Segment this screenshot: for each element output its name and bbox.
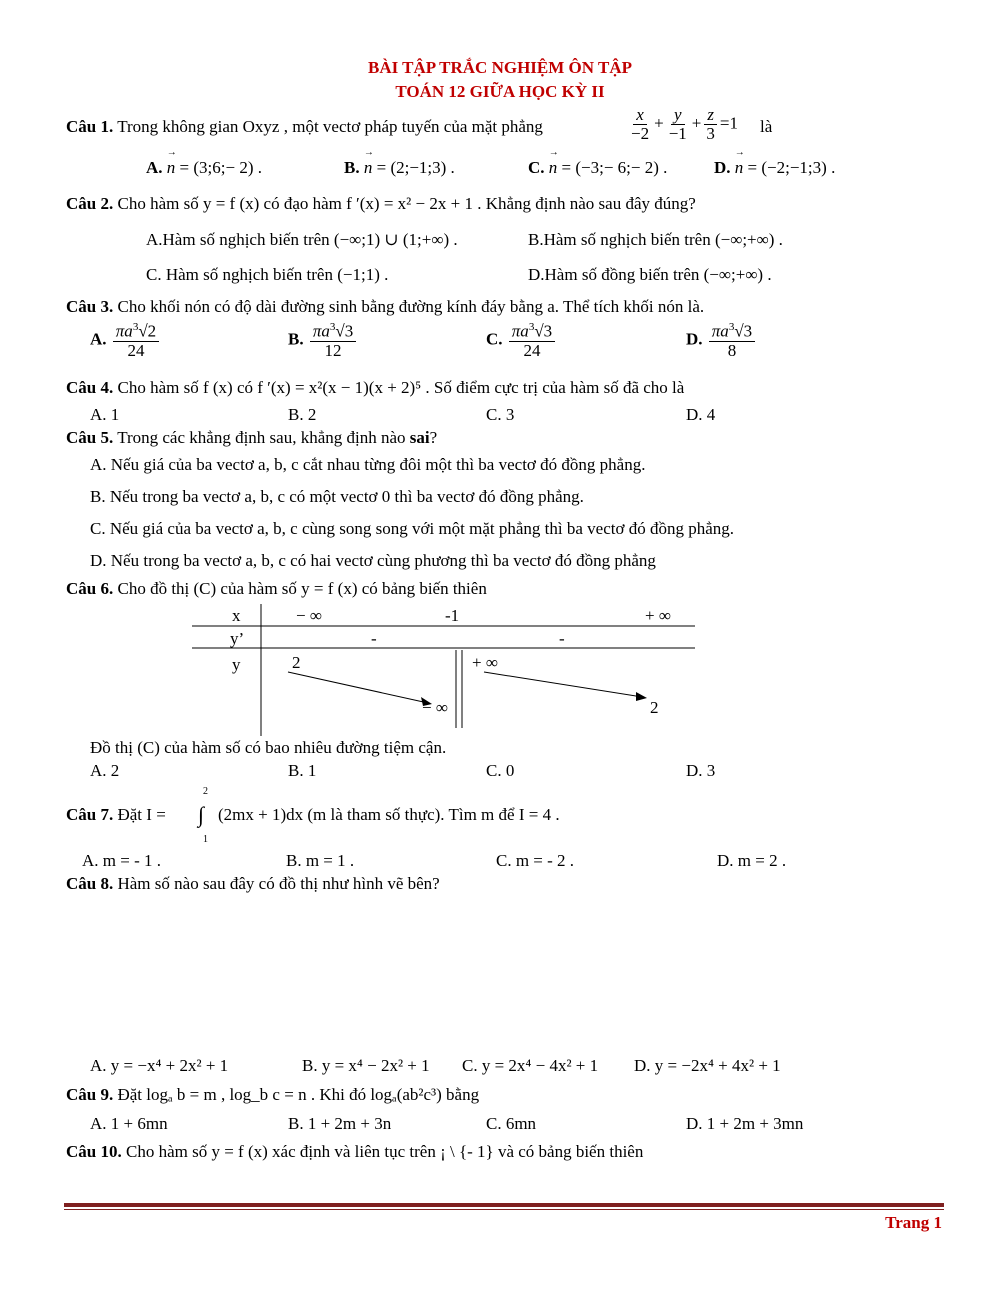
q2-option-b: B.Hàm số nghịch biến trên (−∞;+∞) . xyxy=(528,230,783,249)
q6-question: Đồ thị (C) của hàm số có bao nhiêu đường tiệm cận. xyxy=(90,738,447,757)
q3-option-b: B. $\frac{\pi a^3√3}{12}$ xyxy=(288,322,358,359)
table-y-label: y xyxy=(232,655,241,674)
q1-option-a: A. → n = (3;6;− 2) . xyxy=(146,158,262,178)
q4-option-c: C. 3 xyxy=(486,405,515,424)
table-sign-1: - xyxy=(371,629,377,648)
table-yprime-label: y’ xyxy=(230,629,245,648)
q1-stem: Câu 1. Trong không gian Oxyz , một vectơ pháp tuyến của mặt phẳng xyxy=(66,117,543,136)
q1-plane-equation: $\frac{x}{-2}$ + $\frac{y}{-1}$ + $\frac{z}{3}$ =1 xyxy=(631,105,738,143)
page-number: Trang 1 xyxy=(885,1213,942,1232)
q7-stem-start: Câu 7. Đặt I = xyxy=(66,805,166,824)
q7-option-c: C. m = - 2 . xyxy=(496,851,575,870)
table-x-plus-inf: + ∞ xyxy=(645,606,671,625)
q5-stem: Câu 5. Trong các khẳng định sau, khẳng định nào sai? xyxy=(66,428,438,447)
table-x-mid: -1 xyxy=(445,606,460,625)
q5-option-a: A. Nếu giá của ba vectơ a, b, c cắt nhau từng đôi một thì ba vectơ đó đồng phẳng. xyxy=(90,455,646,474)
q9-option-b: B. 1 + 2m + 3n xyxy=(288,1114,392,1133)
q4-option-a: A. 1 xyxy=(90,405,120,424)
q1-option-d: D. → n = (−2;−1;3) . xyxy=(714,158,835,178)
q4-option-b: B. 2 xyxy=(288,405,317,424)
q9-option-c: C. 6mn xyxy=(486,1114,537,1133)
q9-option-a: A. 1 + 6mn xyxy=(90,1114,168,1133)
table-x-label: x xyxy=(232,606,241,625)
q7-option-d: D. m = 2 . xyxy=(717,851,787,870)
q2-option-a: A.Hàm số nghịch biến trên (−∞;1) ∪ (1;+∞) . xyxy=(146,230,458,249)
footer-rule-thick xyxy=(64,1203,944,1207)
q10-stem: Câu 10. Cho hàm số y = f (x) xác định và liên tục trên ¡ \ {- 1} và có bảng biến thiên xyxy=(66,1142,644,1161)
q7-option-a: A. m = - 1 . xyxy=(82,851,161,870)
q4-stem: Câu 4. Cho hàm số f (x) có f ′(x) = x²(x − 1)(x + 2)⁵ . Số điểm cực trị của hàm số đã cho là xyxy=(66,378,685,397)
q3-option-c: C. $\frac{\pi a^3√3}{24}$ xyxy=(486,322,557,359)
table-value-2: + ∞ xyxy=(472,653,498,672)
q9-stem: Câu 9. Đặt logₐ b = m , log_b c = n . Khi đó logₐ(ab²c³) bằng xyxy=(66,1085,480,1104)
q7-upper-limit: 2 xyxy=(203,786,208,797)
q6-option-a: A. 2 xyxy=(90,761,120,780)
q7-integrand: (2mx + 1)dx (m là tham số thực). Tìm m để I = 4 . xyxy=(218,805,560,824)
table-value-1: 2 xyxy=(292,653,301,672)
q2-option-d: D.Hàm số đồng biến trên (−∞;+∞) . xyxy=(528,265,772,284)
q4-option-d: D. 4 xyxy=(686,405,716,424)
table-x-minus-inf: − ∞ xyxy=(296,606,322,625)
q5-option-c: C. Nếu giá của ba vectơ a, b, c cùng song song với một mặt phẳng thì ba vectơ đó đồng phẳng. xyxy=(90,519,735,538)
q8-option-d: D. y = −2x⁴ + 4x² + 1 xyxy=(634,1056,781,1075)
q8-option-a: A. y = −x⁴ + 2x² + 1 xyxy=(90,1056,229,1075)
q6-option-c: C. 0 xyxy=(486,761,515,780)
table-value-3: − ∞ xyxy=(422,698,448,717)
q5-option-d: D. Nếu trong ba vectơ a, b, c có hai vectơ cùng phương thì ba vectơ đó đồng phẳng xyxy=(90,551,656,570)
q7-option-b: B. m = 1 . xyxy=(286,851,355,870)
q3-option-d: D. $\frac{\pi a^3√3}{8}$ xyxy=(686,322,757,359)
q8-option-c: C. y = 2x⁴ − 4x² + 1 xyxy=(462,1056,599,1075)
title-line-1: BÀI TẬP TRẮC NGHIỆM ÔN TẬP xyxy=(367,58,632,77)
integral-icon: ∫ xyxy=(198,802,205,827)
table-value-4: 2 xyxy=(650,698,659,717)
q9-option-d: D. 1 + 2m + 3mn xyxy=(686,1114,804,1133)
q8-option-b: B. y = x⁴ − 2x² + 1 xyxy=(302,1056,430,1075)
q6-option-d: D. 3 xyxy=(686,761,716,780)
q3-stem: Câu 3. Cho khối nón có độ dài đường sinh bằng đường kính đáy bằng a. Thể tích khối nón là. xyxy=(66,297,705,316)
title-line-2: TOÁN 12 GIỮA HỌC KỲ II xyxy=(395,82,605,101)
table-sign-2: - xyxy=(559,629,565,648)
q2-stem: Câu 2. Cho hàm số y = f (x) có đạo hàm f ′(x) = x² − 2x + 1 . Khẳng định nào sau đây đúng? xyxy=(66,194,696,213)
q1-option-b: B. → n = (2;−1;3) . xyxy=(344,158,455,178)
q3-option-a: A. $\frac{\pi a^3√2}{24}$ xyxy=(90,322,161,359)
q1-tail: là xyxy=(760,117,773,136)
q2-option-c: C. Hàm số nghịch biến trên (−1;1) . xyxy=(146,265,389,284)
q6-option-b: B. 1 xyxy=(288,761,317,780)
q5-option-b: B. Nếu trong ba vectơ a, b, c có một vectơ 0 thì ba vectơ đó đồng phẳng. xyxy=(90,487,584,506)
footer-rule-thin xyxy=(64,1209,944,1210)
q8-stem: Câu 8. Hàm số nào sau đây có đồ thị như hình vẽ bên? xyxy=(66,874,440,893)
q6-stem: Câu 6. Cho đồ thị (C) của hàm số y = f (x) có bảng biến thiên xyxy=(66,579,487,598)
q1-option-c: C. → n = (−3;− 6;− 2) . xyxy=(528,158,667,178)
q7-lower-limit: 1 xyxy=(203,834,208,845)
